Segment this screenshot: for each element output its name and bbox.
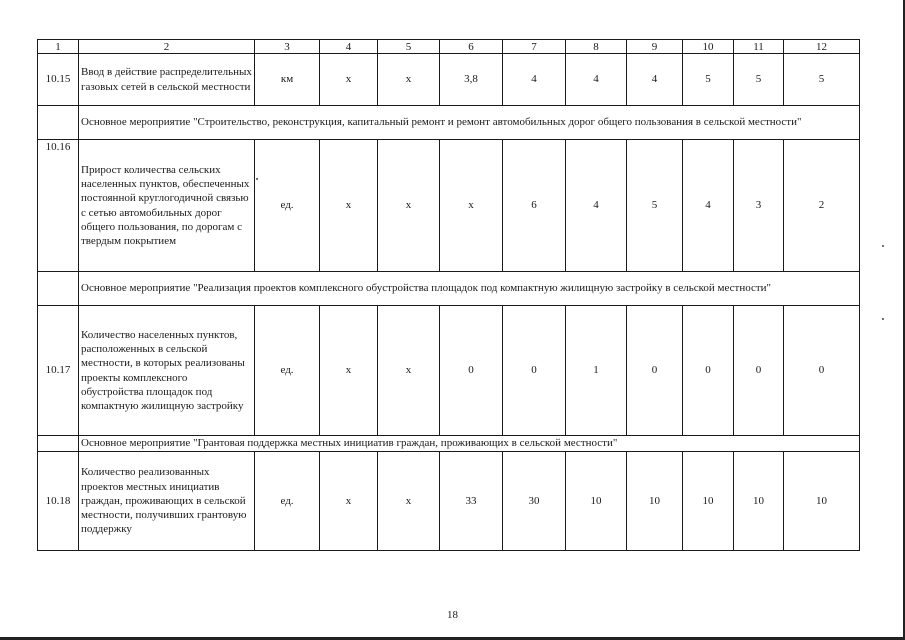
- value-cell: 2: [784, 140, 860, 272]
- section-title: Основное мероприятие "Реализация проектов комплексного обустройства площадок под компактную жилищную застройку в сельской местности": [79, 272, 860, 306]
- value-cell: 0: [627, 306, 683, 436]
- table-row: [38, 140, 860, 272]
- header-cell: 3: [255, 40, 320, 54]
- value-cell: 1: [566, 306, 627, 436]
- value-cell: 3: [734, 140, 784, 272]
- page-number: 18: [447, 609, 458, 621]
- value-cell: 0: [734, 306, 784, 436]
- value-cell: 4: [566, 54, 627, 106]
- value-cell: 5: [627, 140, 683, 272]
- value-cell: 0: [784, 306, 860, 436]
- indicator-table: [37, 39, 860, 551]
- value-cell: х: [320, 306, 378, 436]
- header-cell: 1: [38, 40, 79, 54]
- value-cell: х: [320, 140, 378, 272]
- value-cell: 4: [566, 140, 627, 272]
- section-row: [38, 272, 860, 306]
- header-cell: 10: [683, 40, 734, 54]
- unit-cell: ед.: [255, 452, 320, 551]
- value-cell: 4: [683, 140, 734, 272]
- value-cell: 10: [784, 452, 860, 551]
- table-row: [38, 54, 860, 106]
- value-cell: х: [378, 54, 440, 106]
- row-number: 10.17: [38, 306, 79, 436]
- header-cell: 5: [378, 40, 440, 54]
- value-cell: 10: [627, 452, 683, 551]
- value-cell: 0: [503, 306, 566, 436]
- value-cell: 0: [683, 306, 734, 436]
- value-cell: х: [378, 306, 440, 436]
- indicator-name: Количество реализованных проектов местных инициатив граждан, проживающих в сельской местности, получивших грантовую поддержку: [79, 452, 255, 551]
- unit-cell: км: [255, 54, 320, 106]
- section-row: [38, 106, 860, 140]
- section-blank: [38, 272, 79, 306]
- scan-speck: [882, 318, 884, 320]
- header-cell: 11: [734, 40, 784, 54]
- header-cell: 12: [784, 40, 860, 54]
- indicator-name: Прирост количества сельских населенных пунктов, обеспеченных постоянной круглогодичной связью с сетью автомобильных дорог общего пользования, по дорогам с твердым покрытием: [79, 140, 255, 272]
- value-cell: х: [378, 452, 440, 551]
- value-cell: 10: [683, 452, 734, 551]
- row-number: 10.18: [38, 452, 79, 551]
- value-cell: 0: [440, 306, 503, 436]
- header-cell: 9: [627, 40, 683, 54]
- value-cell: х: [320, 54, 378, 106]
- section-blank: [38, 436, 79, 452]
- value-cell: х: [320, 452, 378, 551]
- column-number-header: [38, 40, 860, 54]
- row-number: 10.15: [38, 54, 79, 106]
- value-cell: 33: [440, 452, 503, 551]
- scan-speck: [882, 245, 884, 247]
- value-cell: 5: [784, 54, 860, 106]
- section-row: [38, 436, 860, 452]
- row-number: 10.16: [38, 140, 79, 272]
- table-row: [38, 306, 860, 436]
- value-cell: х: [378, 140, 440, 272]
- value-cell: 10: [734, 452, 784, 551]
- value-cell: 5: [734, 54, 784, 106]
- unit-cell: ед.: [255, 140, 320, 272]
- value-cell: 4: [503, 54, 566, 106]
- value-cell: 30: [503, 452, 566, 551]
- section-blank: [38, 106, 79, 140]
- table-row: [38, 452, 860, 551]
- value-cell: 3,8: [440, 54, 503, 106]
- value-cell: 10: [566, 452, 627, 551]
- section-title: Основное мероприятие "Строительство, реконструкция, капитальный ремонт и ремонт автомобильных дорог общего пользования в сельской местности": [79, 106, 860, 140]
- value-cell: 5: [683, 54, 734, 106]
- value-cell: 6: [503, 140, 566, 272]
- unit-cell: ед.: [255, 306, 320, 436]
- header-cell: 8: [566, 40, 627, 54]
- header-cell: 7: [503, 40, 566, 54]
- value-cell: 4: [627, 54, 683, 106]
- header-cell: 4: [320, 40, 378, 54]
- header-cell: 2: [79, 40, 255, 54]
- section-title: Основное мероприятие "Грантовая поддержка местных инициатив граждан, проживающих в сельской местности": [79, 436, 860, 452]
- indicator-name: Ввод в действие распределительных газовых сетей в сельской местности: [79, 54, 255, 106]
- indicator-name: Количество населенных пунктов, расположенных в сельской местности, в которых реализованы проекты комплексного обустройства площадок под компактную жилищную застройку: [79, 306, 255, 436]
- header-cell: 6: [440, 40, 503, 54]
- value-cell: х: [440, 140, 503, 272]
